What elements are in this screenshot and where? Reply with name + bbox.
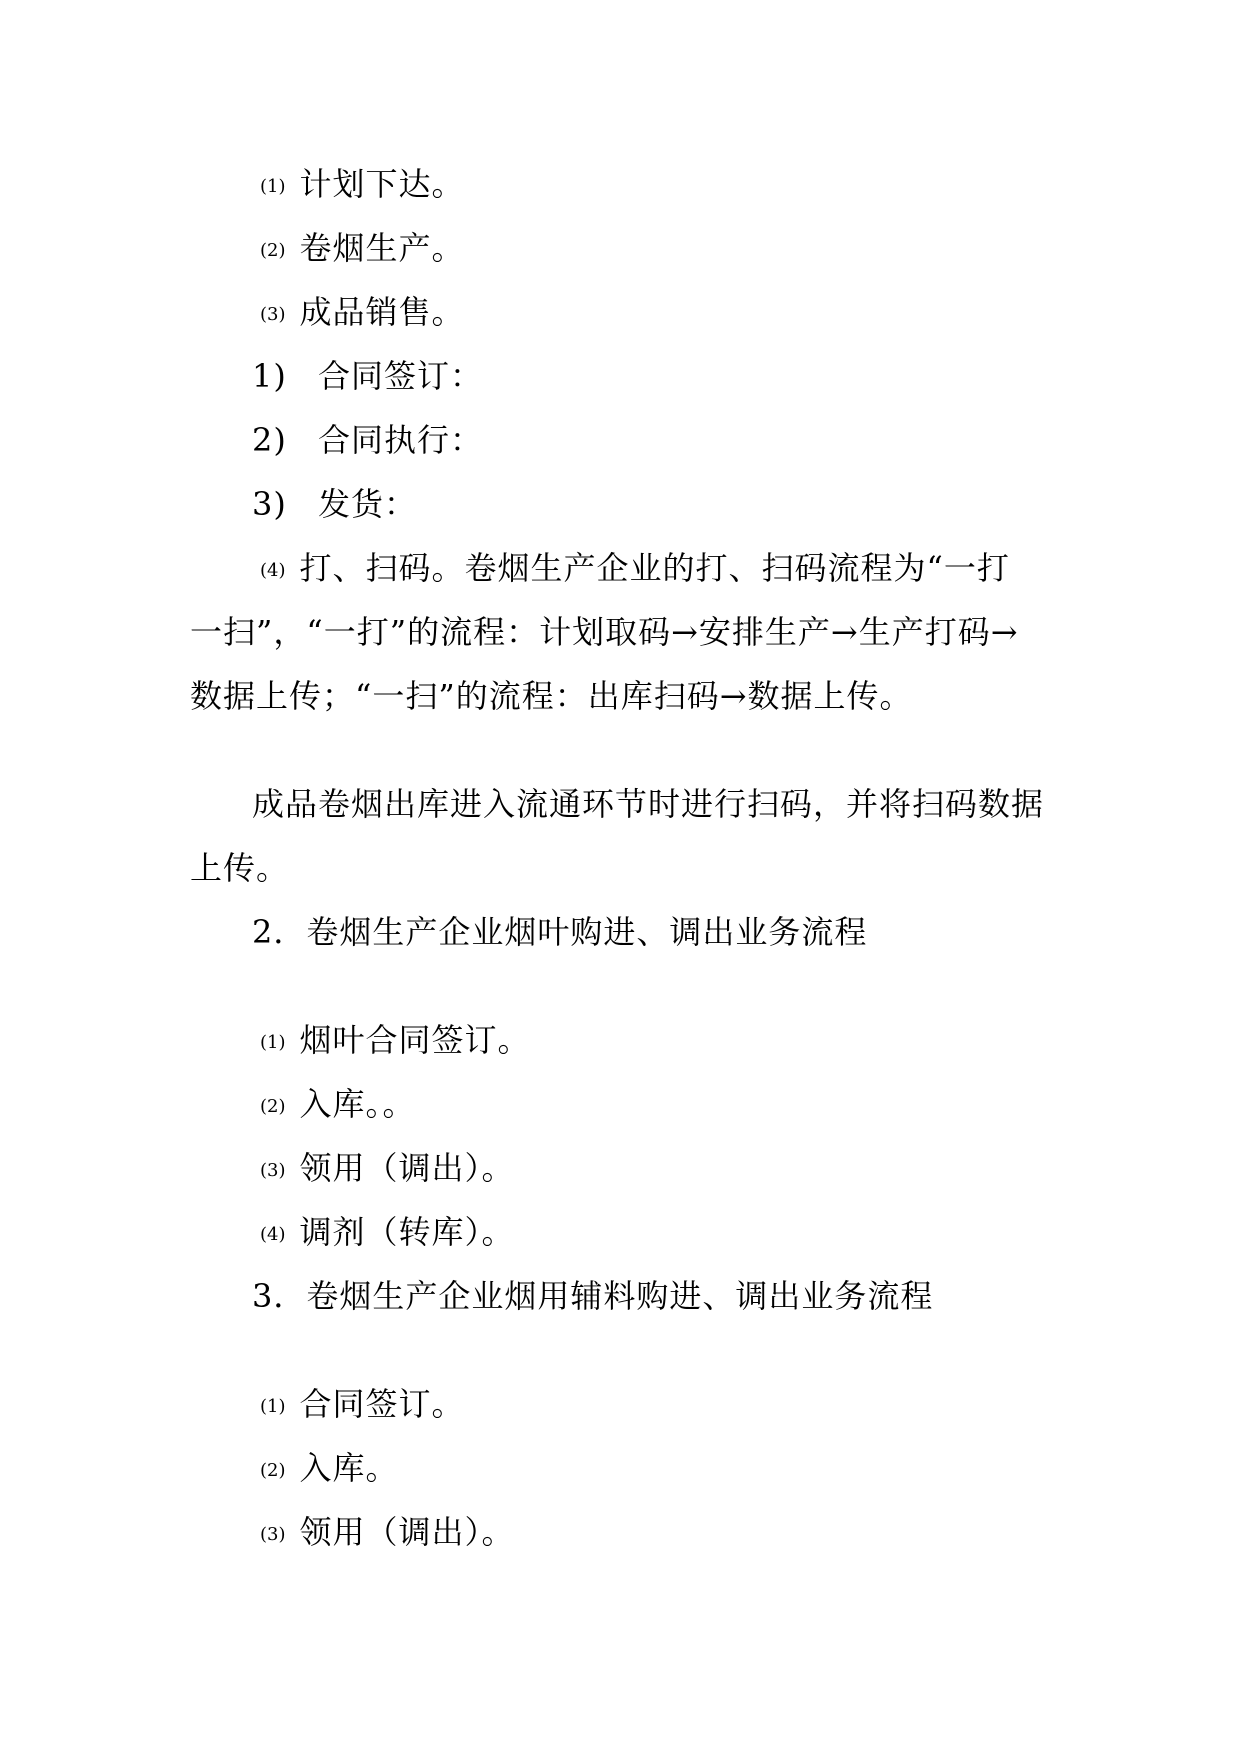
list-number: (2) — [260, 1095, 286, 1117]
list-text: 合同签订。 — [299, 1385, 465, 1423]
list-item — [260, 292, 465, 335]
list-text: 计划下达。 — [299, 165, 465, 203]
list-number: 3) — [252, 485, 287, 523]
list-number: (2) — [260, 239, 286, 261]
list-number: (3) — [260, 1523, 286, 1545]
list-number: 1) — [252, 357, 287, 395]
list-text: 发货： — [318, 485, 418, 523]
list-item — [252, 420, 483, 460]
section-heading: 2．卷烟生产企业烟叶购进、调出业务流程 — [252, 913, 868, 951]
list-item — [260, 1212, 515, 1255]
list-number: (3) — [260, 303, 286, 325]
list-item — [260, 1020, 531, 1063]
list-text: 领用（调出）。 — [299, 1513, 515, 1551]
list-text: 入库。。 — [299, 1085, 416, 1123]
list-text: 调剂（转库）。 — [299, 1213, 515, 1251]
list-item — [260, 1512, 515, 1555]
list-text: 卷烟生产。 — [299, 229, 465, 267]
list-text: 合同签订： — [318, 357, 484, 395]
paragraph-line: 数据上传；“一扫”的流程：出库扫码→数据上传。 — [190, 677, 913, 715]
list-text: 打、扫码。卷烟生产企业的打、扫码流程为“一打 — [299, 549, 1010, 587]
paragraph-line: 成品卷烟出库进入流通环节时进行扫码，并将扫码数据 — [252, 785, 1045, 823]
list-number: (1) — [260, 1395, 286, 1417]
list-item — [260, 228, 465, 271]
list-item — [260, 1084, 416, 1127]
list-item — [260, 1384, 465, 1427]
list-number: (1) — [260, 1031, 286, 1053]
list-item — [252, 356, 483, 396]
list-item — [260, 1448, 399, 1491]
list-item — [260, 548, 1010, 591]
list-text: 烟叶合同签订。 — [299, 1021, 531, 1059]
list-number: (4) — [260, 1223, 286, 1245]
list-item — [260, 1148, 515, 1191]
list-number: (4) — [260, 559, 286, 581]
list-number: (1) — [260, 175, 286, 197]
list-number: 2) — [252, 421, 287, 459]
paragraph-line: 一扫”，“一打”的流程：计划取码→安排生产→生产打码→ — [190, 613, 1019, 651]
list-item — [260, 164, 465, 207]
list-text: 领用（调出）。 — [299, 1149, 515, 1187]
list-item — [252, 484, 417, 524]
list-text: 合同执行： — [318, 421, 484, 459]
list-number: (2) — [260, 1459, 286, 1481]
list-text: 成品销售。 — [299, 293, 465, 331]
list-number: (3) — [260, 1159, 286, 1181]
paragraph-line: 上传。 — [190, 849, 290, 887]
list-text: 入库。 — [299, 1449, 399, 1487]
section-heading: 3．卷烟生产企业烟用辅料购进、调出业务流程 — [252, 1277, 934, 1315]
